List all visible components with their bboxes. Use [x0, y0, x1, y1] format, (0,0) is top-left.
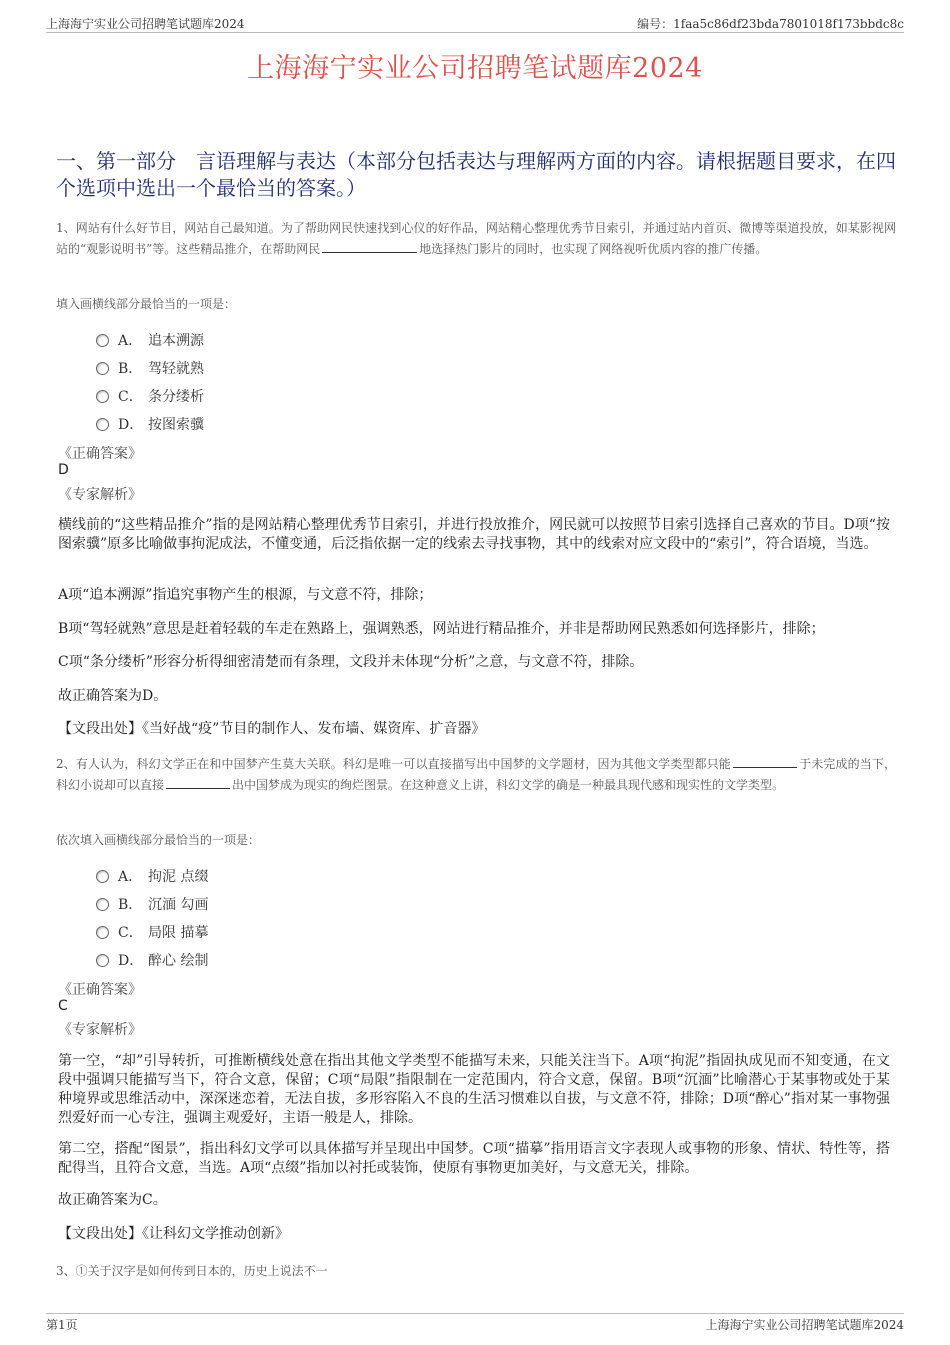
q2-blank-2: [166, 776, 230, 789]
q1-analysis-p3: B项“驾轻就熟”意思是赶着轻载的车走在熟路上，强调熟悉，网站进行精品推介，并非是帮助网民熟悉如何选择影片，排除；: [58, 621, 825, 637]
q1-prompt: 填入画横线部分最恰当的一项是：: [56, 297, 237, 311]
option-letter: C．: [118, 925, 143, 941]
q2-analysis-p3: 故正确答案为C。: [58, 1192, 167, 1208]
q2-correct-label: 《正确答案》: [58, 982, 142, 998]
radio-icon[interactable]: [96, 870, 109, 883]
option-letter: A．: [118, 869, 143, 885]
header-doc-id: 编号：1faa5c86df23bda7801018f173bbdc8c: [637, 17, 904, 31]
option-text: 沉湎 勾画: [148, 897, 209, 913]
radio-icon[interactable]: [96, 334, 109, 347]
option-text: 驾轻就熟: [148, 361, 204, 377]
q1-answer: D: [58, 462, 69, 478]
radio-icon[interactable]: [96, 898, 109, 911]
q2-answer: C: [58, 998, 68, 1014]
section-heading: 一、第一部分 言语理解与表达（本部分包括表达与理解两方面的内容。请根据题目要求，在四个选项中选出一个最恰当的答案。）: [56, 149, 896, 200]
option-text: 醉心 绘制: [148, 953, 209, 969]
q1-analysis-p4: C项“条分缕析”形容分析得细密清楚而有条理，文段并未体现“分析”之意，与文意不符，排除。: [58, 654, 644, 670]
page-header: [46, 14, 904, 33]
q1-analysis-p1: 横线前的“这些精品推介”指的是网站精心整理优秀节目索引，并进行投放推介，网民就可以按照节目索引选择自己喜欢的节目。D项“按图索骥”原多比喻做事拘泥成法，不懂变通，后泛指依据一定的线索去寻找事物，其中的线索对应文段中的“索引”，符合语境，当选。: [58, 517, 890, 552]
radio-icon[interactable]: [96, 954, 109, 967]
option-text: 追本溯源: [148, 333, 204, 349]
header-doc-title: 上海海宁实业公司招聘笔试题库2024: [46, 17, 245, 31]
option-letter: C．: [118, 389, 143, 405]
q1-analysis-label: 《专家解析》: [58, 487, 142, 503]
q1-stem: [56, 218, 896, 260]
q1-analysis-p5: 故正确答案为D。: [58, 688, 168, 704]
page-number: 第1页: [46, 1318, 78, 1332]
option-text: 拘泥 点缀: [148, 869, 209, 885]
q2-stem-part-b: 于未完成的当下，科幻小说却可以直接: [56, 757, 896, 792]
option-text: 按图索骥: [148, 417, 204, 433]
option-letter: A．: [118, 333, 143, 349]
radio-icon[interactable]: [96, 390, 109, 403]
q2-blank-1: [733, 755, 797, 768]
option-letter: D．: [118, 417, 144, 433]
radio-icon[interactable]: [96, 362, 109, 375]
option-letter: B．: [118, 361, 143, 377]
q1-correct-label: 《正确答案》: [58, 446, 142, 462]
option-letter: D．: [118, 953, 144, 969]
option-text: 条分缕析: [148, 389, 204, 405]
q2-stem-part-c: 出中国梦成为现实的绚烂图景。在这种意义上讲，科幻文学的确是一种最具现代感和现实性的文学类型。: [232, 778, 785, 792]
q1-blank: [322, 240, 417, 253]
option-text: 局限 描摹: [148, 925, 209, 941]
q2-analysis-label: 《专家解析》: [58, 1022, 142, 1038]
radio-icon[interactable]: [96, 926, 109, 939]
q1-analysis-p2: A项“追本溯源”指追究事物产生的根源，与文意不符，排除；: [58, 587, 433, 603]
q2-analysis-p2: 第二空，搭配“图景”，指出科幻文学可以具体描写并呈现出中国梦。C项“描摹”指用语言文字表现人或事物的形象、情状、特性等，搭配得当，且符合文意，当选。A项“点缀”指加以衬托或装饰，使原有事物更加美好，与文意无关，排除。: [58, 1141, 890, 1176]
q2-analysis-p1: 第一空，“却”引导转折，可推断横线处意在指出其他文学类型不能描写未来，只能关注当下。A项“拘泥”指固执成见而不知变通，在文段中强调只能描写当下，符合文意，保留；C项“局限”指限制在一定范围内，符合文意，保留。B项“沉湎”比喻潜心于某事物或处于某种境界或思维活动中，深深迷恋着，无法自拔，多形容陷入不良的生活习惯难以自拔，与文意不符，排除；D项“醉心”指对某一事物强烈爱好而一心专注，强调主观爱好，主语一般是人，排除。: [58, 1053, 890, 1126]
radio-icon[interactable]: [96, 418, 109, 431]
footer-doc-title: 上海海宁实业公司招聘笔试题库2024: [705, 1318, 904, 1332]
q2-stem: [56, 754, 896, 796]
option-letter: B．: [118, 897, 143, 913]
q1-source: 【文段出处】《当好战“疫”节目的制作人、发布墙、媒资库、扩音器》: [58, 721, 486, 737]
page-footer: [46, 1313, 904, 1332]
page-title: 上海海宁实业公司招聘笔试题库2024: [247, 53, 703, 84]
q2-prompt: 依次填入画横线部分最恰当的一项是：: [56, 833, 261, 847]
q1-stem-part-b: 地选择热门影片的同时，也实现了网络视听优质内容的推广传播。: [419, 242, 768, 256]
q2-stem-part-a: 2、有人认为，科幻文学正在和中国梦产生莫大关联。科幻是唯一可以直接描写出中国梦的文学题材，因为其他文学类型都只能: [56, 757, 731, 771]
q2-source: 【文段出处】《让科幻文学推动创新》: [58, 1226, 289, 1242]
q1-stem-part-a: 1、网站有什么好节目，网站自己最知道。为了帮助网民快速找到心仪的好作品，网站精心整理优秀节目索引，并通过站内首页、微博等渠道投放，如某影视网站的“观影说明书”等。这些精品推介，在帮助网民: [56, 221, 896, 256]
q3-stem: 3、①关于汉字是如何传到日本的，历史上说法不一: [56, 1264, 328, 1278]
